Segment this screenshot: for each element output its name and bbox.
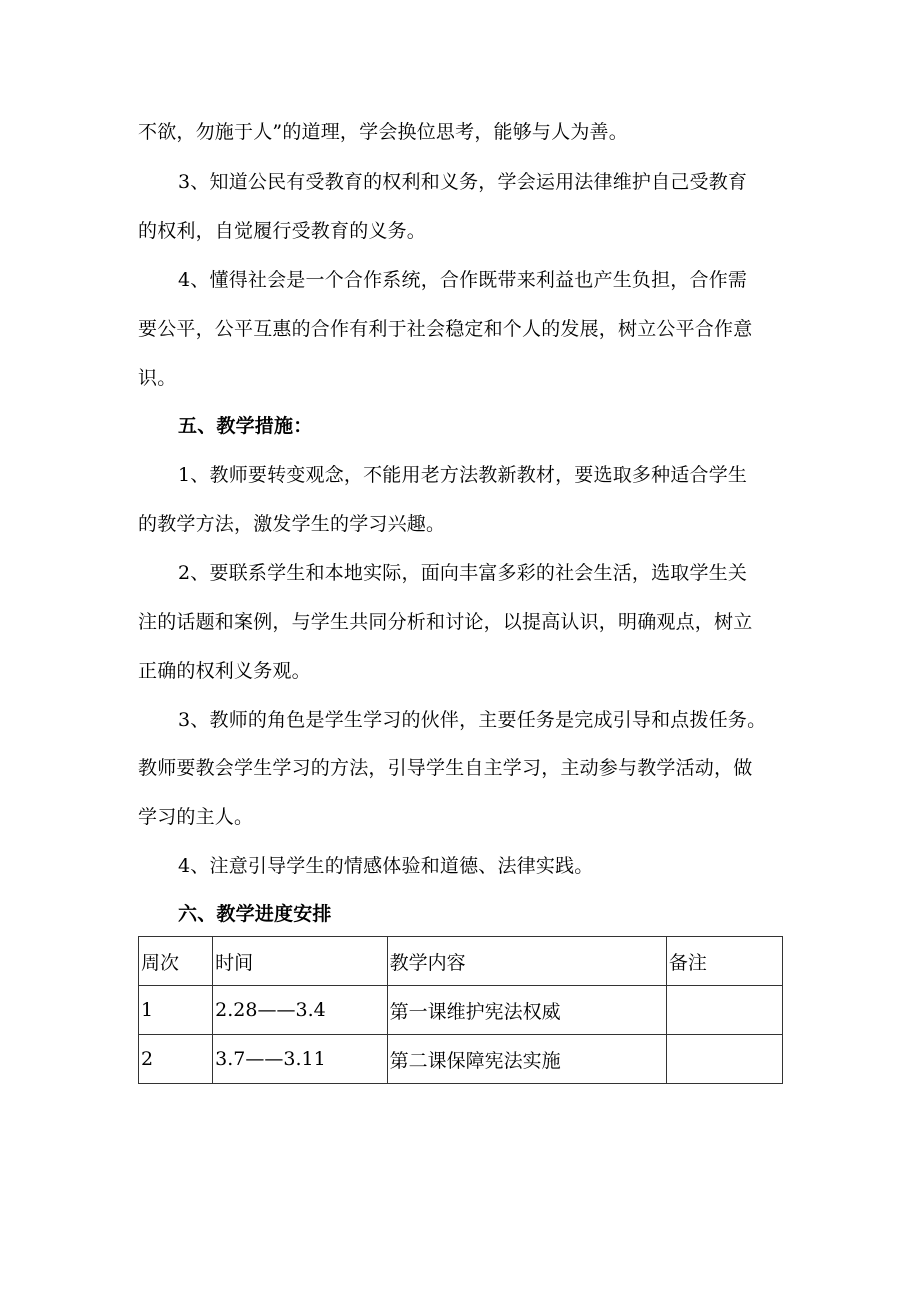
paragraph-continuation: 不欲，勿施于人”的道理，学会换位思考，能够与人为善。 <box>138 121 628 143</box>
objective-3-line-1: 3、知道公民有受教育的权利和义务，学会运用法律维护自己受教育 <box>178 171 748 193</box>
cell-notes <box>666 1035 782 1084</box>
measure-3-line-3: 学习的主人。 <box>138 806 254 828</box>
objective-3-line-2: 的权利，自觉履行受教育的义务。 <box>138 220 427 242</box>
cell-time: 3.7——3.11 <box>213 1035 387 1084</box>
cell-week: 1 <box>139 986 213 1035</box>
measure-4-line-1: 4、注意引导学生的情感体验和道德、法律实践。 <box>178 855 594 877</box>
measure-1-line-2: 的教学方法，激发学生的学习兴趣。 <box>138 513 446 535</box>
header-notes: 备注 <box>666 937 782 986</box>
measure-2-line-2: 注的话题和案例，与学生共同分析和讨论，以提高认识，明确观点，树立 <box>138 611 753 633</box>
cell-time: 2.28——3.4 <box>213 986 387 1035</box>
table-row <box>139 986 783 1035</box>
table-header-row <box>139 937 783 986</box>
cell-content: 第一课维护宪法权威 <box>387 986 666 1035</box>
objective-4-line-1: 4、懂得社会是一个合作系统，合作既带来利益也产生负担，合作需 <box>178 269 748 291</box>
objective-4-line-2: 要公平，公平互惠的合作有利于社会稳定和个人的发展，树立公平合作意 <box>138 318 753 340</box>
schedule-table <box>138 936 783 1084</box>
table-row <box>139 1035 783 1084</box>
header-week: 周次 <box>139 937 213 986</box>
header-time: 时间 <box>213 937 387 986</box>
measure-3-line-1: 3、教师的角色是学生学习的伙伴，主要任务是完成引导和点拨任务。 <box>178 709 767 731</box>
section-5-heading: 五、教学措施： <box>178 415 313 437</box>
cell-notes <box>666 986 782 1035</box>
cell-week: 2 <box>139 1035 213 1084</box>
measure-2-line-3: 正确的权利义务观。 <box>138 660 311 682</box>
measure-3-line-2: 教师要教会学生学习的方法，引导学生自主学习，主动参与教学活动，做 <box>138 757 753 779</box>
measure-2-line-1: 2、要联系学生和本地实际，面向丰富多彩的社会生活，选取学生关 <box>178 562 748 584</box>
cell-content: 第二课保障宪法实施 <box>387 1035 666 1084</box>
header-content: 教学内容 <box>387 937 666 986</box>
section-6-heading: 六、教学进度安排 <box>178 903 332 925</box>
measure-1-line-1: 1、教师要转变观念，不能用老方法教新教材，要选取多种适合学生 <box>178 464 748 486</box>
objective-4-line-3: 识。 <box>138 367 177 389</box>
